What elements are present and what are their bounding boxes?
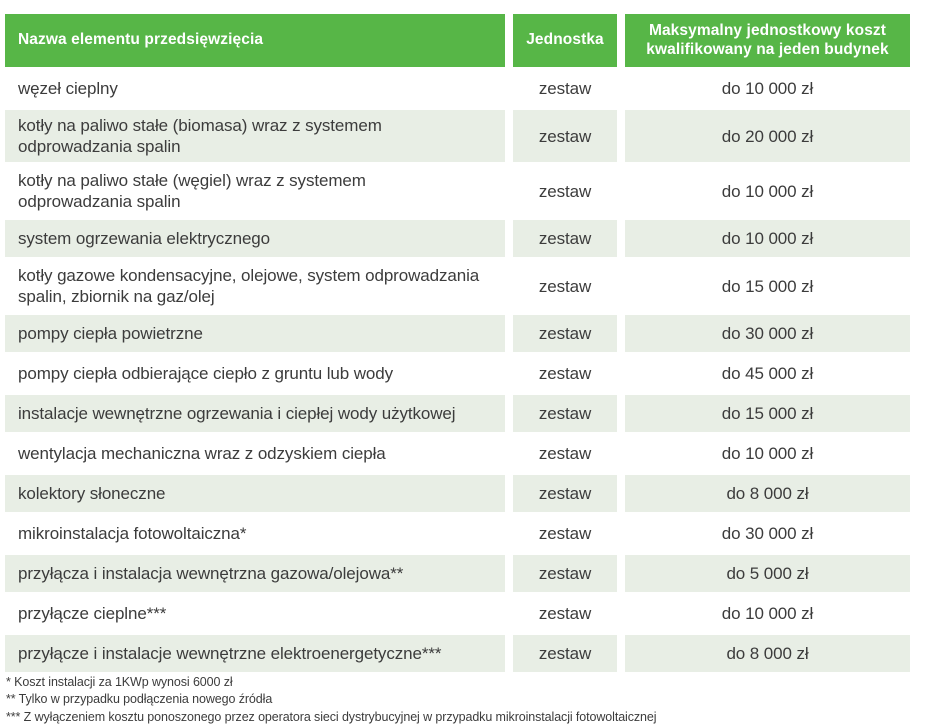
row-name-cell: pompy ciepła odbierające ciepło z gruntu lub wody — [5, 355, 505, 392]
row-name-cell: system ogrzewania elektrycznego — [5, 220, 505, 257]
table-row — [5, 515, 910, 552]
table-row — [5, 555, 910, 592]
row-cost-cell: do 10 000 zł — [625, 165, 910, 217]
row-name-cell: przyłącze i instalacje wewnętrzne elektroenergetyczne*** — [5, 635, 505, 672]
row-cost-cell: do 10 000 zł — [625, 435, 910, 472]
row-unit-cell: zestaw — [513, 260, 617, 312]
table-row — [5, 110, 910, 162]
row-name-cell: instalacje wewnętrzne ogrzewania i ciepłej wody użytkowej — [5, 395, 505, 432]
row-cost-cell: do 15 000 zł — [625, 395, 910, 432]
row-unit-cell: zestaw — [513, 220, 617, 257]
footnote-line: ** Tylko w przypadku podłączenia nowego źródła — [6, 692, 273, 707]
header-unit-column: Jednostka — [513, 14, 617, 67]
row-name-cell: kotły gazowe kondensacyjne, olejowe, system odprowadzania spalin, zbiornik na gaz/olej — [5, 260, 505, 312]
row-name-cell: przyłącze cieplne*** — [5, 595, 505, 632]
row-cost-cell: do 20 000 zł — [625, 110, 910, 162]
row-cost-cell: do 30 000 zł — [625, 315, 910, 352]
table-row — [5, 220, 910, 257]
row-name-cell: przyłącza i instalacja wewnętrzna gazowa/olejowa** — [5, 555, 505, 592]
row-name-cell: węzeł cieplny — [5, 70, 505, 107]
row-unit-cell: zestaw — [513, 70, 617, 107]
row-unit-cell: zestaw — [513, 165, 617, 217]
table-row — [5, 315, 910, 352]
row-name-cell: kolektory słoneczne — [5, 475, 505, 512]
row-unit-cell: zestaw — [513, 515, 617, 552]
table-row — [5, 165, 910, 217]
row-name-cell: pompy ciepła powietrzne — [5, 315, 505, 352]
table-row — [5, 635, 910, 672]
table-row — [5, 260, 910, 312]
table-row — [5, 435, 910, 472]
row-unit-cell: zestaw — [513, 110, 617, 162]
row-name-cell: mikroinstalacja fotowoltaiczna* — [5, 515, 505, 552]
row-name-cell: kotły na paliwo stałe (węgiel) wraz z systemem odprowadzania spalin — [5, 165, 505, 217]
footnote-line: * Koszt instalacji za 1KWp wynosi 6000 zł — [6, 675, 233, 689]
row-unit-cell: zestaw — [513, 635, 617, 672]
table-row — [5, 355, 910, 392]
row-unit-cell: zestaw — [513, 315, 617, 352]
table-header-row — [5, 14, 910, 67]
row-cost-cell: do 10 000 zł — [625, 595, 910, 632]
table-row — [5, 70, 910, 107]
row-unit-cell: zestaw — [513, 395, 617, 432]
row-unit-cell: zestaw — [513, 475, 617, 512]
table-body — [5, 70, 910, 672]
row-cost-cell: do 15 000 zł — [625, 260, 910, 312]
row-unit-cell: zestaw — [513, 435, 617, 472]
row-name-cell: wentylacja mechaniczna wraz z odzyskiem ciepła — [5, 435, 505, 472]
table-row — [5, 595, 910, 632]
row-cost-cell: do 10 000 zł — [625, 70, 910, 107]
row-unit-cell: zestaw — [513, 355, 617, 392]
qualified-cost-table — [5, 14, 910, 675]
row-cost-cell: do 8 000 zł — [625, 635, 910, 672]
row-name-cell: kotły na paliwo stałe (biomasa) wraz z systemem odprowadzania spalin — [5, 110, 505, 162]
row-cost-cell: do 45 000 zł — [625, 355, 910, 392]
footnotes — [6, 674, 918, 726]
row-cost-cell: do 5 000 zł — [625, 555, 910, 592]
row-cost-cell: do 30 000 zł — [625, 515, 910, 552]
row-unit-cell: zestaw — [513, 555, 617, 592]
row-cost-cell: do 8 000 zł — [625, 475, 910, 512]
header-name-column: Nazwa elementu przedsięwzięcia — [5, 14, 505, 67]
header-cost-column: Maksymalny jednostkowy koszt kwalifikowany na jeden budynek — [625, 14, 910, 67]
footnote-line: *** Z wyłączeniem kosztu ponoszonego przez operatora sieci dystrybucyjnej w przypadku mikroinstalacji fotowoltaicznej — [6, 709, 657, 724]
row-cost-cell: do 10 000 zł — [625, 220, 910, 257]
table-row — [5, 395, 910, 432]
table-row — [5, 475, 910, 512]
row-unit-cell: zestaw — [513, 595, 617, 632]
